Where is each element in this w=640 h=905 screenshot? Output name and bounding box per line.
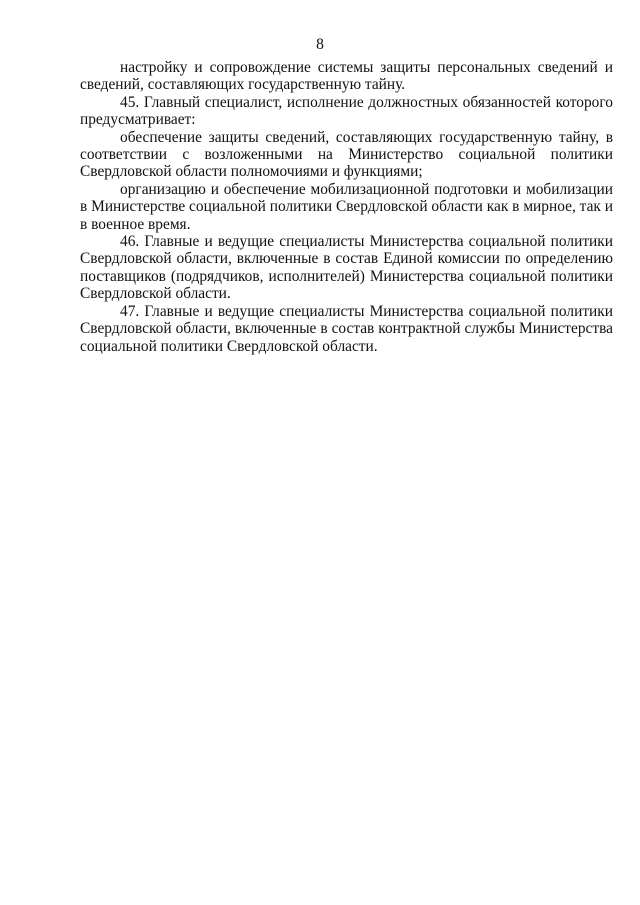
document-body: [80, 59, 613, 355]
paragraph-item-46: 46. Главные и ведущие специалисты Министерства социальной политики Свердловской области, включенные в состав Единой комиссии по определению поставщиков (подрядчиков, исполнителей) Министерства социальной политики Свердловской области.: [80, 233, 613, 303]
paragraph-item-47: 47. Главные и ведущие специалисты Министерства социальной политики Свердловской области, включенные в состав контрактной службы Министерства социальной политики Свердловской области.: [80, 302, 613, 355]
paragraph-item-45-duty-1: обеспечение защиты сведений, составляющих государственную тайну, в соответствии с возложенными на Министерство социальной политики Свердловской области полномочиями и функциями;: [80, 128, 613, 181]
paragraph-item-45-duty-2: организацию и обеспечение мобилизационной подготовки и мобилизации в Министерстве социальной политики Свердловской области как в мирное, так и в военное время.: [80, 180, 613, 233]
paragraph-continuation: настройку и сопровождение системы защиты персональных сведений и сведений, составляющих государственную тайну.: [80, 59, 613, 94]
page-number: 8: [316, 36, 324, 53]
paragraph-item-45: 45. Главный специалист, исполнение должностных обязанностей которого предусматривает:: [80, 93, 613, 129]
